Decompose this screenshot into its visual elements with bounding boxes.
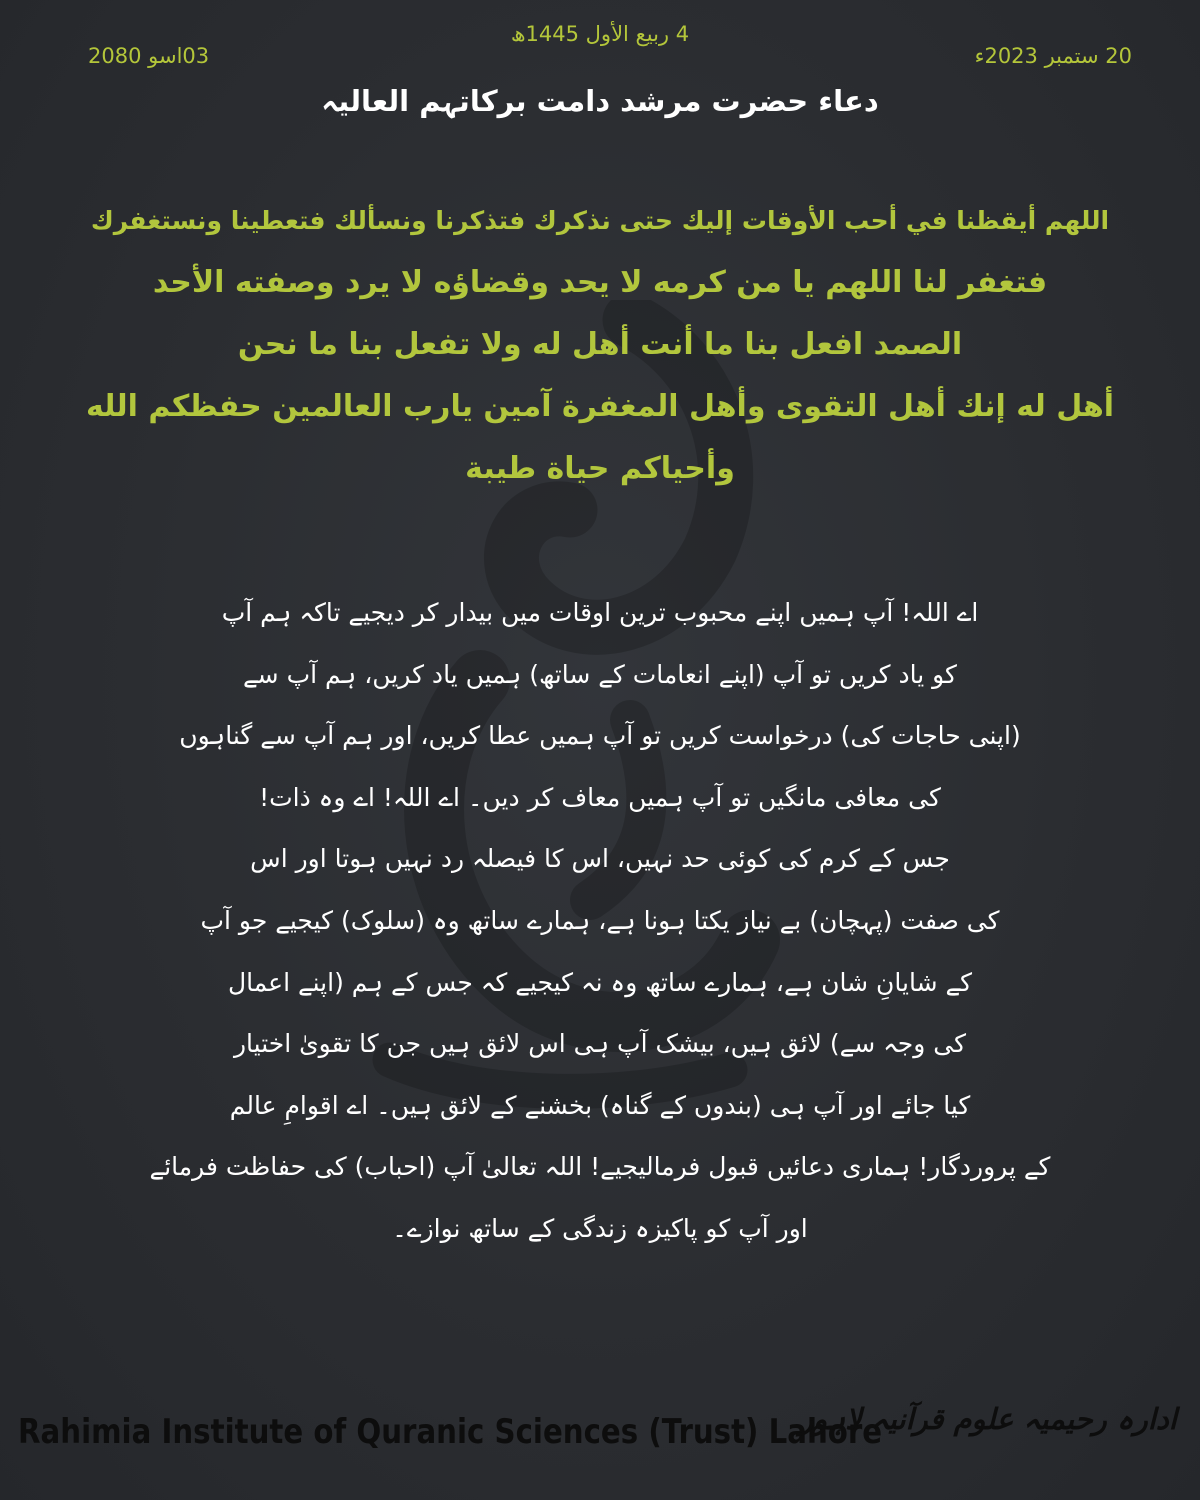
arabic-line: فتغفر لنا اللهم يا من كرمه لا يحد وقضاؤه لا يرد وصفته الأحد xyxy=(152,265,1048,300)
page-title: دعاء حضرت مرشد دامت برکاتہم العالیہ xyxy=(321,84,879,118)
urdu-line: کیا جائے اور آپ ہی (بندوں کے گناہ) بخشنے کے لائق ہیں۔ اے اقوامِ عالم xyxy=(229,1090,971,1120)
arabic-line: اللهم أيقظنا في أحب الأوقات إليك حتى نذكرك فتذكرنا ونسألك فتعطينا ونستغفرك xyxy=(90,206,1110,235)
urdu-line: جس کے کرم کی کوئی حد نہیں، اس کا فیصلہ رد نہیں ہوتا اور اس xyxy=(250,844,950,874)
arabic-line: أهل له إنك أهل التقوى وأهل المغفرة آمين يارب العالمين حفظكم الله xyxy=(85,389,1115,424)
arabic-line: الصمد افعل بنا ما أنت أهل له ولا تفعل بنا ما نحن xyxy=(237,327,963,362)
urdu-line: (اپنی حاجات کی) درخواست کریں تو آپ ہمیں عطا کریں، اور ہم آپ سے گناہوں xyxy=(179,721,1021,751)
urdu-line: کے شایانِ شان ہے، ہمارے ساتھ وہ نہ کیجیے کہ جس کے ہم (اپنے اعمال xyxy=(227,967,973,997)
institute-name-english: Rahimia Institute of Quranic Sciences (Trust) Lahore xyxy=(18,1412,883,1452)
arabic-dua xyxy=(80,190,1120,500)
institute-name-urdu-logo: ادارہ رحیمیہ علوم قرآنیہ لاہور xyxy=(799,1402,1177,1436)
urdu-translation xyxy=(140,582,1060,1260)
urdu-line: کو یاد کریں تو آپ (اپنے انعامات کے ساتھ) ہمیں یاد کریں، ہم آپ سے xyxy=(243,659,957,689)
arabic-line: وأحياكم حياة طيبة xyxy=(465,451,735,486)
urdu-line: اے اللہ! آپ ہمیں اپنے محبوب ترین اوقات میں بیدار کر دیجیے تاکہ ہم آپ xyxy=(221,598,979,627)
bikrami-date: 03اسو 2080 xyxy=(88,44,210,68)
hijri-date: 4 ربیع الأول 1445ھ xyxy=(510,22,690,46)
urdu-line: کی وجہ سے) لائق ہیں، بیشک آپ ہی اس لائق ہیں جن کا تقویٰ اختیار xyxy=(233,1029,967,1059)
urdu-line: کی صفت (پہچان) بے نیاز یکتا ہونا ہے، ہمارے ساتھ وہ (سلوک) کیجیے جو آپ xyxy=(200,905,1000,935)
urdu-line: کے پروردگار! ہماری دعائیں قبول فرمالیجیے! اللہ تعالیٰ آپ (احباب) کی حفاظت فرمائے xyxy=(149,1152,1051,1182)
urdu-line: کی معافی مانگیں تو آپ ہمیں معاف کر دیں۔ اے اللہ! اے وہ ذات! xyxy=(259,782,941,812)
urdu-line: اور آپ کو پاکیزہ زندگی کے ساتھ نوازے۔ xyxy=(392,1213,808,1243)
gregorian-date: 20 ستمبر 2023ء xyxy=(974,44,1132,68)
